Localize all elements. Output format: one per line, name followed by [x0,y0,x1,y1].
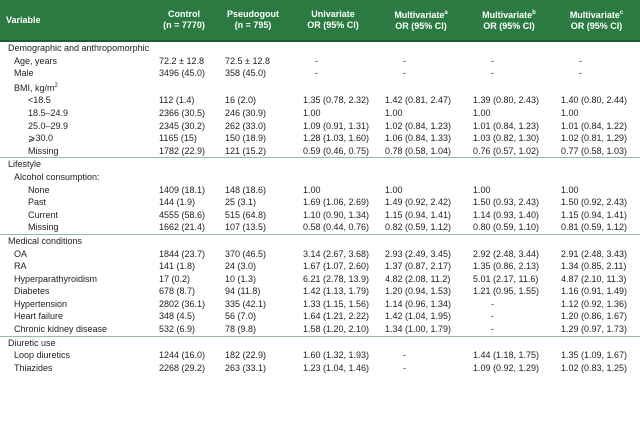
cell-pseudogout: 56 (7.0) [225,311,257,322]
table-row-bmi-heading [0,80,640,95]
section-row-lifestyle [0,158,640,171]
cell-control: 112 (1.4) [159,95,195,106]
cell-univariate: 1.69 (1.06, 2.69) [303,197,370,208]
cell-pseudogout: 78 (9.8) [225,324,257,335]
table-row [0,248,640,261]
cell-pseudogout: 24 (3.0) [225,261,257,272]
cell-multivariate-c: 1.02 (0.81, 1.29) [561,133,628,144]
table-row [0,196,640,209]
row-label: Past [28,197,47,208]
cell-multivariate-b: - [491,55,494,66]
cell-univariate: 1.10 (0.90, 1.34) [303,209,370,220]
cell-multivariate-b: - [491,68,494,79]
cell-multivariate-a: 1.34 (1.00, 1.79) [385,324,452,335]
cell-control: 678 (8.7) [159,286,196,297]
cell-multivariate-a: - [403,350,406,361]
cell-pseudogout: 16 (2.0) [225,95,257,106]
table-row [0,362,640,375]
cell-control: 2345 (30.2) [159,120,206,131]
cell-multivariate-c: 1.35 (1.09, 1.67) [561,350,628,361]
row-label: Diabetes [14,286,50,297]
cell-control: 348 (4.5) [159,311,196,322]
cell-multivariate-b: 1.03 (0.82, 1.30) [473,133,540,144]
header-univariate [289,0,377,41]
cell-pseudogout: 182 (22.9) [225,350,267,361]
cell-multivariate-c: - [579,55,582,66]
table-row [0,285,640,298]
cell-multivariate-b: - [491,324,494,335]
table-header [0,0,640,41]
cell-multivariate-b: 1.35 (0.86, 2.13) [473,261,540,272]
section-label: Demographic and anthropomorphic [0,41,640,55]
row-label: Male [14,68,34,79]
table-row [0,132,640,145]
cell-multivariate-a: 1.15 (0.94, 1.41) [385,209,452,220]
watermark-fade [500,393,640,427]
header-pseudogout-n: (n = 795) [234,20,272,30]
cell-multivariate-c: 1.34 (0.85, 2.11) [561,261,627,272]
row-label: Hypertension [14,298,68,309]
cell-univariate: 1.09 (0.91, 1.31) [303,120,370,131]
cell-multivariate-b: 0.76 (0.57, 1.02) [473,145,540,156]
cell-multivariate-a: 1.02 (0.84, 1.23) [385,120,452,131]
cell-univariate: 1.28 (1.03, 1.60) [303,133,370,144]
table-row [0,349,640,362]
cell-multivariate-b: 1.09 (0.92, 1.29) [473,362,540,373]
header-multivariate-a-sup: a [444,10,448,16]
table-row [0,260,640,273]
cell-multivariate-c: 1.20 (0.86, 1.67) [561,311,628,322]
table-row-alcohol-heading [0,171,640,184]
cell-multivariate-c: 1.01 (0.84, 1.22) [561,120,628,131]
cell-univariate: 1.67 (1.07, 2.60) [303,261,370,272]
cell-multivariate-c: 0.77 (0.58, 1.03) [561,145,628,156]
cell-univariate: 1.33 (1.15, 1.56) [303,298,370,309]
table-row [0,323,640,336]
cell-univariate: 0.59 (0.46, 0.75) [303,145,370,156]
cell-pseudogout: 515 (64.8) [225,209,267,220]
cell-multivariate-c: - [579,68,582,79]
cell-multivariate-a: - [403,362,406,373]
cell-multivariate-a: 2.93 (2.49, 3.45) [385,248,452,259]
row-label: Heart failure [14,311,64,322]
row-label: Alcohol consumption: [14,171,100,182]
cell-control: 141 (1.8) [159,261,196,272]
cell-pseudogout: 262 (33.0) [225,120,267,131]
cell-pseudogout: 10 (1.3) [225,273,257,284]
cell-multivariate-b: 1.14 (0.93, 1.40) [473,209,540,220]
cell-univariate: 1.35 (0.78, 2.32) [303,95,370,106]
header-multivariate-c [553,0,640,41]
cell-multivariate-a: 4.82 (2.08, 11.2) [385,273,451,284]
cell-multivariate-c: 1.40 (0.80, 2.44) [561,95,628,106]
cell-pseudogout: 246 (30.9) [225,107,267,118]
cell-pseudogout: 263 (33.1) [225,362,267,373]
header-row [0,0,640,41]
cell-multivariate-b: 1.00 [473,107,491,118]
cell-control: 72.2 ± 12.8 [159,55,204,66]
cell-univariate: - [315,68,318,79]
table-row [0,273,640,286]
row-label: Missing [28,222,59,233]
header-multivariate-b-label: Multivariate [482,10,533,20]
cell-univariate: 1.42 (1.13, 1.79) [303,286,370,297]
header-pseudogout [217,0,289,41]
cell-multivariate-c: 1.29 (0.97, 1.73) [561,324,628,335]
row-label: Current [28,209,59,220]
cell-multivariate-c: 1.12 (0.92, 1.36) [561,298,628,309]
section-row-diuretic [0,336,640,349]
cell-univariate: 3.14 (2.67, 3.68) [303,248,370,259]
cell-multivariate-c: 1.00 [561,107,579,118]
cell-multivariate-c: 0.81 (0.59, 1.12) [561,222,628,233]
cell-multivariate-a: 1.42 (0.81, 2.47) [385,95,452,106]
header-variable: Variable [0,0,151,41]
cell-multivariate-a: 1.42 (1.04, 1.95) [385,311,452,322]
header-multivariate-c-or: OR (95% CI) [570,21,623,31]
cell-multivariate-c: 2.91 (2.48, 3.43) [561,248,628,259]
cell-univariate: 6.21 (2.78, 13.9) [303,273,370,284]
header-multivariate-a [377,0,465,41]
header-multivariate-c-sup: c [619,10,624,16]
header-control [151,0,217,41]
header-control-n: (n = 7770) [163,20,205,30]
cell-pseudogout: 335 (42.1) [225,298,267,309]
row-label: BMI, $kg/m^2$ [14,82,58,93]
header-multivariate-b-sup: b [532,10,536,16]
cell-multivariate-c: 1.00 [561,184,579,195]
cell-multivariate-c: 1.02 (0.83, 1.25) [561,362,628,373]
cell-multivariate-a: - [403,68,406,79]
table-row [0,184,640,197]
cell-pseudogout: 150 (18.9) [225,133,267,144]
cell-univariate: 1.23 (1.04, 1.46) [303,362,370,373]
table-body [0,41,640,374]
header-pseudogout-label: Pseudogout [227,9,279,19]
cell-multivariate-c: 1.16 (0.91, 1.49) [561,286,628,297]
cell-multivariate-b: 1.50 (0.93, 2.43) [473,197,540,208]
table-row [0,209,640,222]
cell-multivariate-a: 1.00 [385,107,403,118]
cell-control: 1409 (18.1) [159,184,206,195]
cell-univariate: 1.60 (1.32, 1.93) [303,350,370,361]
row-label: OA [14,248,28,259]
cell-multivariate-b: 1.21 (0.95, 1.55) [473,286,540,297]
cell-multivariate-b: 1.01 (0.84, 1.23) [473,120,540,131]
section-row-medical [0,234,640,247]
cell-control: 17 (0.2) [159,273,191,284]
cell-multivariate-a: 1.14 (0.96, 1.34) [385,298,452,309]
header-univariate-or: OR (95% CI) [307,20,359,30]
table-row [0,298,640,311]
row-label: Chronic kidney disease [14,324,108,335]
cell-multivariate-c: 1.50 (0.92, 2.43) [561,197,628,208]
cell-control: 2802 (36.1) [159,298,206,309]
table-row [0,67,640,80]
section-label: Diuretic use [0,336,640,349]
cell-multivariate-a: - [403,55,406,66]
cell-control: 1782 (22.9) [159,145,206,156]
header-multivariate-a-label: Multivariate [394,10,445,20]
cell-multivariate-c: 1.15 (0.94, 1.41) [561,209,628,220]
row-label: Age, years [14,55,58,66]
cell-control: 144 (1.9) [159,197,196,208]
header-multivariate-b-or: OR (95% CI) [483,21,535,31]
cell-univariate: - [315,55,318,66]
header-multivariate-a-or: OR (95% CI) [395,21,447,31]
cell-univariate: 1.58 (1.20, 2.10) [303,324,370,335]
row-label: RA [14,261,27,272]
row-label: Missing [28,145,59,156]
cell-multivariate-a: 1.06 (0.84, 1.33) [385,133,452,144]
cell-pseudogout: 25 (3.1) [225,197,257,208]
cell-multivariate-a: 0.82 (0.59, 1.12) [385,222,452,233]
table-row [0,107,640,120]
row-label: Thiazides [14,362,53,373]
cell-control: 3496 (45.0) [159,68,206,79]
table-row [0,221,640,234]
section-label: Lifestyle [0,158,640,171]
cell-pseudogout: 148 (18.6) [225,184,267,195]
cell-control: 2268 (29.2) [159,362,206,373]
cell-univariate: 1.00 [303,184,321,195]
cell-multivariate-a: 1.00 [385,184,403,195]
cell-multivariate-b: 5.01 (2.17, 11.6) [473,273,539,284]
cell-multivariate-b: - [491,298,494,309]
row-label: ⩾30.0 [28,133,54,144]
header-multivariate-c-label: Multivariate [569,10,620,20]
section-label: Medical conditions [0,234,640,247]
row-label: Hyperparathyroidism [14,273,98,284]
cell-pseudogout: 72.5 ± 12.8 [225,55,270,66]
cell-control: 1244 (16.0) [159,350,206,361]
cell-pseudogout: 94 (11.8) [225,286,261,297]
cell-control: 1165 (15) [159,133,197,144]
table-row [0,310,640,323]
section-row-demographic [0,41,640,55]
row-label: 18.5–24.9 [28,107,69,118]
cell-multivariate-b: 2.92 (2.48, 3.44) [473,248,540,259]
table-row [0,94,640,107]
cell-control: 2366 (30.5) [159,107,206,118]
cell-multivariate-b: 0.80 (0.59, 1.10) [473,222,540,233]
cell-multivariate-c: 4.87 (2.10, 11.3) [561,273,627,284]
row-label: <18.5 [28,95,51,106]
table-row [0,145,640,158]
header-control-label: Control [168,9,200,19]
header-univariate-label: Univariate [311,9,355,19]
table-row [0,120,640,133]
cell-multivariate-a: 1.37 (0.87, 2.17) [385,261,452,272]
cell-control: 4555 (58.6) [159,209,206,220]
cell-univariate: 0.58 (0.44, 0.76) [303,222,370,233]
cell-control: 532 (6.9) [159,324,196,335]
cell-multivariate-b: 1.39 (0.80, 2.43) [473,95,540,106]
header-multivariate-b [465,0,553,41]
cell-univariate: 1.64 (1.21, 2.22) [303,311,370,322]
cell-pseudogout: 370 (46.5) [225,248,267,259]
cell-control: 1662 (21.4) [159,222,206,233]
cell-multivariate-a: 1.49 (0.92, 2.42) [385,197,452,208]
cell-univariate: 1.00 [303,107,321,118]
cell-multivariate-b: - [491,311,494,322]
cell-control: 1844 (23.7) [159,248,206,259]
cell-multivariate-a: 1.20 (0.94, 1.53) [385,286,452,297]
cell-multivariate-b: 1.00 [473,184,491,195]
row-label: Loop diuretics [14,350,71,361]
cell-pseudogout: 107 (13.5) [225,222,267,233]
cell-multivariate-b: 1.44 (1.18, 1.75) [473,350,540,361]
cell-multivariate-a: 0.78 (0.58, 1.04) [385,145,452,156]
row-label: 25.0–29.9 [28,120,69,131]
table-row [0,55,640,68]
row-label: None [28,184,50,195]
cell-pseudogout: 358 (45.0) [225,68,267,79]
cell-pseudogout: 121 (15.2) [225,145,267,156]
